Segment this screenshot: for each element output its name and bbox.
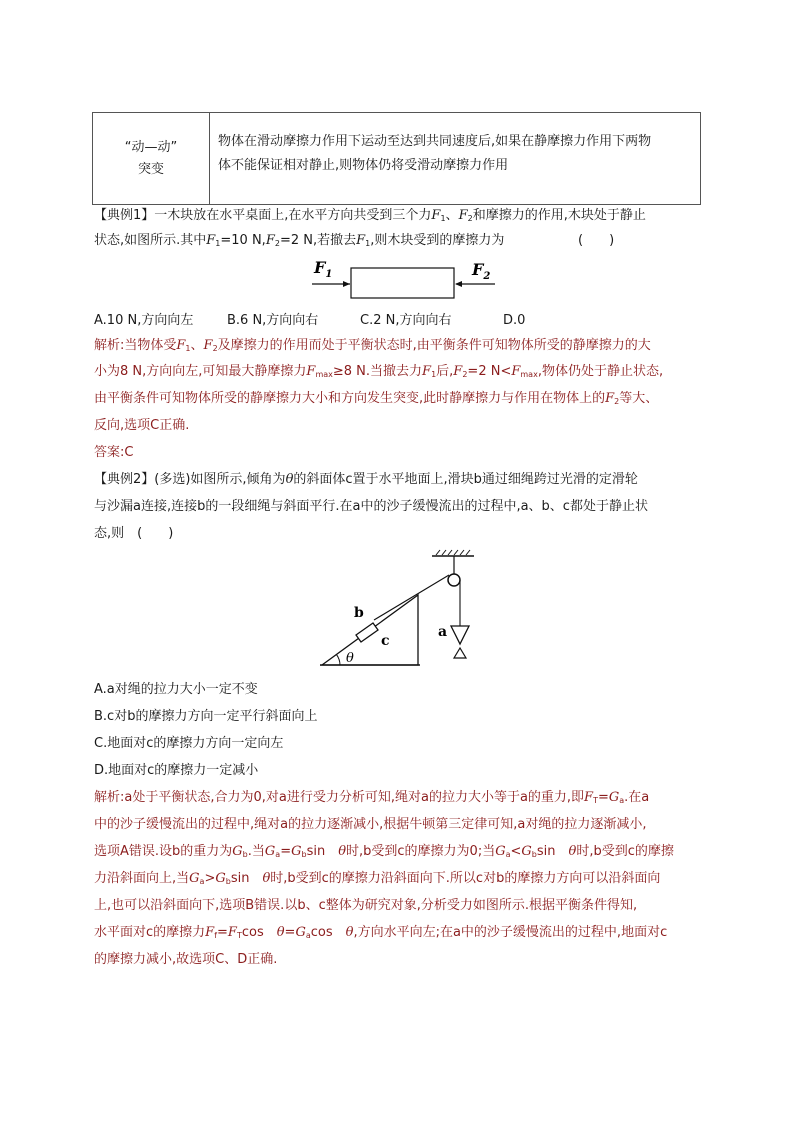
ex1-analysis2-b: ≥8 N.当撤去力 [332, 364, 423, 379]
table-right-line2: 体不能保证相对静止,则物体仍将受滑动摩擦力作用 [218, 158, 509, 173]
ex1-stem-line1: 【典例1】一木块放在水平桌面上,在水平方向共受到三个力$F_1$、$F_2$和摩擦力的作用,木块处于静止 [94, 208, 646, 223]
ex2-an3-a: 选项A错误.设b的重力为 [94, 844, 233, 859]
ex1-analysis-line4: 反向,选项C正确. [94, 418, 190, 433]
label-c: c [381, 633, 390, 649]
ex2-an6-c: cos [310, 925, 346, 940]
ex2-line1: (多选)如图所示,倾角为 [154, 472, 286, 487]
ex1-option-a: A.10 N,方向向左 [94, 313, 194, 328]
f2-arrowhead [455, 281, 462, 287]
label-b: b [354, 605, 364, 621]
ex1-stem-b: 和摩擦力的作用,木块处于静止 [472, 208, 646, 223]
sand-funnel-a [451, 626, 469, 644]
ex1-answer-paren: ( ) [578, 233, 615, 248]
ex1-tag: 【典例1】 [94, 208, 155, 223]
ex2-analysis-line5: 上,也可以沿斜面向下,选项B错误.以b、c整体为研究对象,分析受力如图所示.根据平衡条件得知, [94, 898, 638, 913]
ex2-stem-line3: 态,则 ( ) [94, 526, 174, 541]
ex2-analysis-line3: 选项A错误.设b的重力为$G_b$.当$G_a=G_b\sin$ θ时,b受到c的摩擦力为0;当$G_a<G_b\sin$ θ时,b受到c的摩擦 [94, 844, 674, 859]
ex1-analysis3-b: 等大、 [619, 391, 659, 406]
ex1-analysis2-e: ,物体仍处于静止状态, [537, 364, 664, 379]
ex1-analysis1-a: 解析:当物体受 [94, 338, 177, 353]
ex2-an4-c: 时,b受到c的摩擦力沿斜面向下.所以c对b的摩擦力方向可以沿斜面向 [270, 871, 661, 886]
ex1-analysis2-d: =2 N< [467, 364, 512, 379]
ex2-incline-figure [318, 548, 478, 670]
ex2-an6-b: cos [241, 925, 277, 940]
ex2-an3-e: sin [536, 844, 569, 859]
ex1-analysis1-b: 及摩擦力的作用而处于平衡状态时,由平衡条件可知物体所受的静摩擦力的大 [217, 338, 651, 353]
table-left-line2: 突变 [137, 161, 164, 177]
table-right-line1: 物体在滑动摩擦力作用下运动至达到共同速度后,如果在静摩擦力作用下两物 [218, 134, 652, 149]
rope-incline [374, 575, 449, 620]
fig-f1-label: $F_1$ [314, 258, 333, 280]
ex2-stem-line2: 与沙漏a连接,连接b的一段细绳与斜面平行.在a中的沙子缓慢流出的过程中,a、b、c都处于静止状 [94, 499, 648, 514]
ex1-stem-c: 状态,如图所示.其中 [94, 233, 207, 248]
ex1-analysis-line1: 解析:当物体受$F_1$、$F_2$及摩擦力的作用而处于平衡状态时,由平衡条件可知物体所受的静摩擦力的大 [94, 338, 651, 353]
f1-arrowhead [343, 281, 350, 287]
ex1-force-figure [300, 256, 510, 304]
table-left-cell [93, 113, 210, 204]
ex2-option-a: A.a对绳的拉力大小一定不变 [94, 682, 258, 697]
ex1-option-d: D.0 [503, 313, 526, 328]
ex1-answer: 答案:C [94, 445, 134, 460]
ex1-stem-d: =10 N, [220, 233, 266, 248]
ex2-analysis-line1: 解析:a处于平衡状态,合力为0,对a进行受力分析可知,绳对a的拉力大小等于a的重力,即$F_T=G_a$.在a [94, 790, 650, 805]
ex2-an3-f: 时,b受到c的摩擦 [576, 844, 674, 859]
theta-arc [337, 655, 341, 665]
ex2-an1-b: .在a [624, 790, 650, 805]
ex2-option-d: D.地面对c的摩擦力一定减小 [94, 763, 259, 778]
label-a: a [438, 624, 448, 640]
ex2-an4-b: sin [230, 871, 263, 886]
table-left-line1: “动—动” [124, 139, 178, 155]
ceiling-hatch [436, 550, 470, 555]
ex2-option-c: C.地面对c的摩擦力方向一定向左 [94, 736, 284, 751]
pulley-wheel [448, 574, 460, 586]
ex1-analysis2-a: 小为8 N,方向向左,可知最大静摩擦力 [94, 364, 307, 379]
table-right-cell [210, 113, 700, 204]
ex2-analysis-line6: 水平面对c的摩擦力$F_f=F_T\cos$ $\theta=G_a\cos$ θ,方向水平向左;在a中的沙子缓慢流出的过程中,地面对c [94, 925, 668, 940]
ex1-analysis3: 由平衡条件可知物体所受的静摩擦力大小和方向发生突变,此时静摩擦力与作用在物体上的 [94, 391, 606, 406]
ex2-an3-c: sin [306, 844, 339, 859]
block-b [356, 623, 378, 642]
ex1-stem-a: 一木块放在水平桌面上,在水平方向共受到三个力 [154, 208, 432, 223]
ex1-analysis-line3: 由平衡条件可知物体所受的静摩擦力大小和方向发生突变,此时静摩擦力与作用在物体上的$F_2$等大、 [94, 391, 659, 406]
ex1-option-b: B.6 N,方向向右 [227, 313, 319, 328]
ex1-analysis2-c: 后, [436, 364, 454, 379]
sand-pile [454, 648, 466, 658]
ex2-an6-d: ,方向水平向左;在a中的沙子缓慢流出的过程中,地面对c [353, 925, 668, 940]
wood-block [351, 268, 454, 298]
ex2-an4-a: 力沿斜面向上,当 [94, 871, 190, 886]
ex2-an3-d: 时,b受到c的摩擦力为0;当 [346, 844, 496, 859]
ex2-analysis-line2: 中的沙子缓慢流出的过程中,绳对a的拉力逐渐减小,根据牛顿第三定律可知,a对绳的拉力逐渐减小, [94, 817, 647, 832]
ex2-analysis-line4: 力沿斜面向上,当$G_a>G_b\sin$ θ时,b受到c的摩擦力沿斜面向下.所以c对b的摩擦力方向可以沿斜面向 [94, 871, 661, 886]
ex2-analysis-line7: 的摩擦力减小,故选项C、D正确. [94, 952, 278, 967]
ex2-stem-line1: 【典例2】(多选)如图所示,倾角为θ的斜面体c置于水平地面上,滑块b通过细绳跨过光滑的定滑轮 [94, 472, 638, 487]
ex1-analysis-line2: 小为8 N,方向向左,可知最大静摩擦力$F_{max}\ge 8$ N.当撤去力$F_1$后$,F_2=2$ $N<F_{max}$,物体仍处于静止状态, [94, 364, 664, 379]
ex2-an1-a: 解析:a处于平衡状态,合力为0,对a进行受力分析可知,绳对a的拉力大小等于a的重力,即 [94, 790, 585, 805]
label-theta: θ [346, 651, 354, 666]
ex2-line1-b: 的斜面体c置于水平地面上,滑块b通过细绳跨过光滑的定滑轮 [293, 472, 638, 487]
summary-table [92, 112, 701, 205]
ex2-tag: 【典例2】 [94, 472, 155, 487]
fig-f2-label: $F_2$ [472, 260, 491, 282]
ex2-option-b: B.c对b的摩擦力方向一定平行斜面向上 [94, 709, 318, 724]
ex1-stem-f: ,则木块受到的摩擦力为 [370, 233, 505, 248]
ex1-stem-line2: 状态,如图所示.其中$F_1=10$ $N,F_2=2$ N,若撤去$F_1$,则木块受到的摩擦力为 [94, 233, 505, 248]
ex2-an6-a: 水平面对c的摩擦力 [94, 925, 206, 940]
ex1-option-c: C.2 N,方向向右 [360, 313, 452, 328]
ex2-an3-b: .当 [247, 844, 265, 859]
ex1-stem-e: =2 N,若撤去 [279, 233, 357, 248]
